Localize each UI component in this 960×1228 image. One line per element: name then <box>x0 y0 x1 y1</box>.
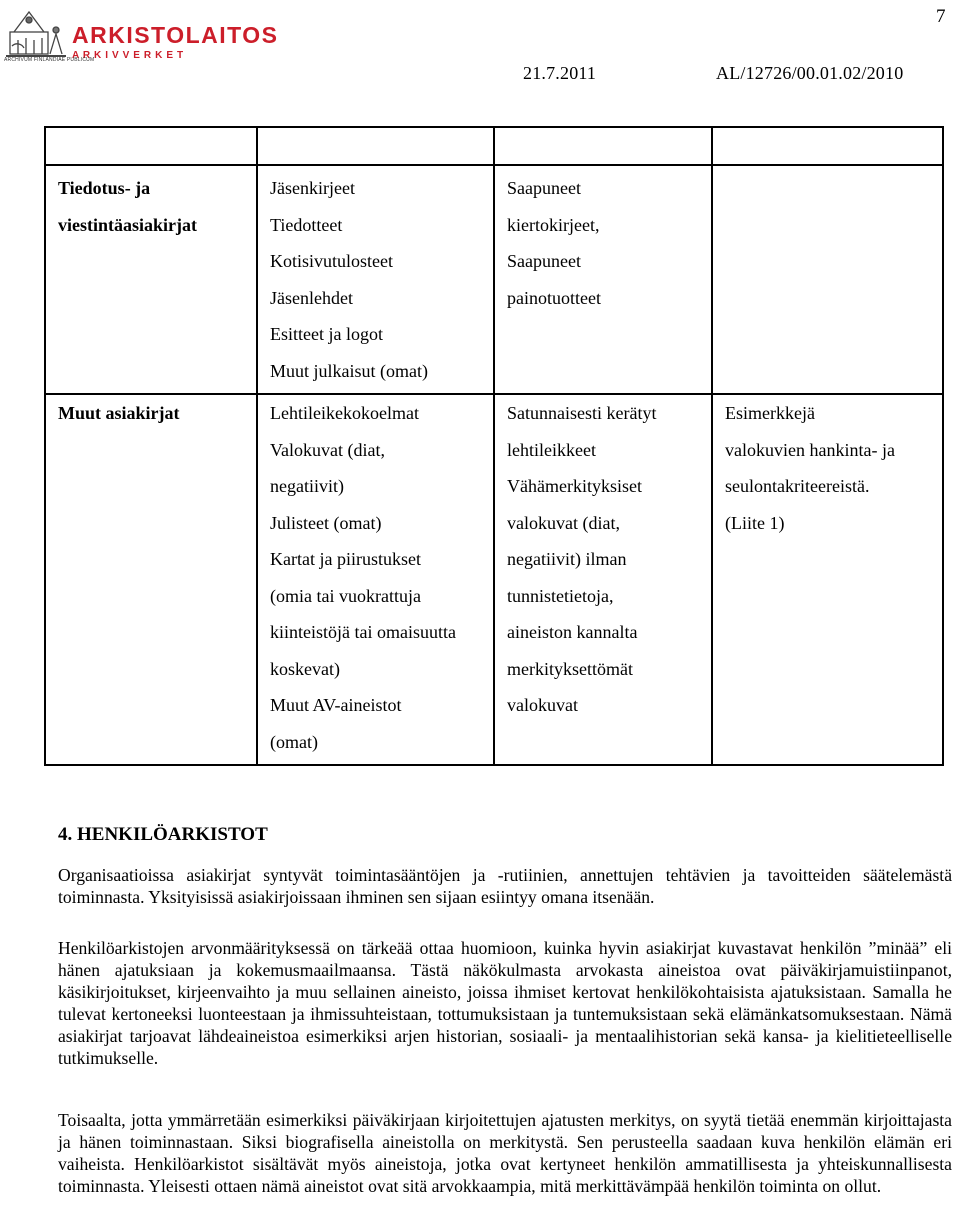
cell-line: Saapuneet <box>507 178 581 198</box>
cell-line: seulontakriteereistä. <box>725 476 870 496</box>
cell-line: koskevat) <box>270 658 340 679</box>
cell-line: valokuvat (diat, <box>507 512 620 533</box>
document-reference: AL/12726/00.01.02/2010 <box>716 63 904 83</box>
cell-line: Muut julkaisut (omat) <box>270 360 428 381</box>
logo-motto: ARCHIVUM FINLANDIAE PUBLICUM <box>4 57 95 63</box>
logo-subname: A R K I V V E R K E T <box>72 50 184 61</box>
cell-line: Saapuneet <box>507 251 581 271</box>
cell-line: Kartat ja piirustukset <box>270 549 421 569</box>
own-records-cell <box>257 165 494 394</box>
cell-line: Esitteet ja logot <box>270 324 383 344</box>
cell-line: valokuvat <box>507 695 578 715</box>
cell-line: negatiivit) <box>270 476 344 496</box>
cell-line: Tiedotus- ja <box>58 178 151 198</box>
notes-cell <box>712 394 943 765</box>
cell-line: Muut asiakirjat <box>58 403 180 423</box>
paragraph: Organisaatioissa asiakirjat syntyvät toimintasääntöjen ja -rutiinien, annettujen tehtävien ja tavoitteiden säätelemästä toiminnasta. Yksityisissä asiakirjoissaan ihminen sen sijaan esiintyy omana itsenään. <box>58 865 952 907</box>
table-row <box>45 394 943 765</box>
cell-line: Jäsenlehdet <box>270 287 353 308</box>
cell-line: kiinteistöjä tai omaisuutta <box>270 622 456 642</box>
cell-line: negatiivit) ilman <box>507 549 627 569</box>
category-cell <box>45 165 257 394</box>
cell-line: Jäsenkirjeet <box>270 178 355 198</box>
paragraph: Henkilöarkistojen arvonmäärityksessä on tärkeää ottaa huomioon, kuinka hyvin asiakirjat kuvastavat henkilön ”minää” eli hänen ajatuksiaan ja kokemusmaailmaansa. Tästä näkökulmasta arvokasta aineistoa ovat päiväkirjamuistiinpanot, käsikirjoitukset, kirjeenvaihto ja muu sellainen aineisto, joissa ihmiset kertovat henkilökohtaisista ajatuksistaan. Samalla he tulevat kertoneeksi luonteestaan ja ihmissuhteistaan, tottumuksistaan ja tuntemuksistaan sekä elämänkatsomuksestaan. Nämä asiakirjat tarjoavat lähdeaineistoa esimerkiksi arjen historian, sosiaali- ja mentaalihistorian sekä kansa- ja kielitieteelliselle tutkimukselle. <box>58 938 952 1068</box>
table-header-row <box>45 127 943 165</box>
cell-line: valokuvien hankinta- ja <box>725 439 895 460</box>
category-cell <box>45 394 257 765</box>
cell-line: Vähämerkityksiset <box>507 476 642 496</box>
cell-line: merkityksettömät <box>507 658 633 679</box>
cell-line: aineiston kannalta <box>507 622 638 642</box>
cell-line: Julisteet (omat) <box>270 512 382 533</box>
cell-line: (Liite 1) <box>725 512 785 533</box>
cell-line: (omia tai vuokrattuja <box>270 585 421 606</box>
cell-line: Tiedotteet <box>270 214 343 235</box>
arkistolaitos-logo <box>4 2 279 68</box>
own-records-cell <box>257 394 494 765</box>
table-row <box>45 165 943 394</box>
section-heading: 4. HENKILÖARKISTOT <box>58 824 268 845</box>
records-table <box>44 126 944 766</box>
cell-line: (omat) <box>270 731 318 752</box>
cell-line: Satunnaisesti kerätyt <box>507 403 657 423</box>
cell-line: lehtileikkeet <box>507 439 596 460</box>
cell-line: painotuotteet <box>507 287 601 308</box>
cell-line: Esimerkkejä <box>725 403 815 423</box>
logo-name: ARKISTOLAITOS <box>72 22 279 48</box>
paragraph: Toisaalta, jotta ymmärretään esimerkiksi päiväkirjaan kirjoitettujen ajatusten merkitys, on syytä tietää enemmän kirjoittajasta ja hänen toiminnastaan. Siksi biografisella aineistolla on merkitystä. Sen perusteella saadaan kuva henkilön elämän eri vaiheista. Henkilöarkistot sisältävät myös aineistoja, jotka ovat kertyneet henkilön ammatillisesta ja yhteiskunnallisesta toiminnasta. Yleisesti ottaen nämä aineistot ovat sitä arvokkaampia, mitä merkittävämpää henkilön toiminta on ollut. <box>58 1110 952 1196</box>
page-number: 7 <box>936 6 946 27</box>
cell-line: Muut AV-aineistot <box>270 695 402 715</box>
cell-line: Lehtileikekokoelmat <box>270 403 419 423</box>
cell-line: viestintäasiakirjat <box>58 214 197 235</box>
notes-cell <box>712 165 943 394</box>
document-date: 21.7.2011 <box>523 63 597 83</box>
cell-line: Valokuvat (diat, <box>270 439 385 460</box>
cell-line: Kotisivutulosteet <box>270 251 393 271</box>
received-records-cell <box>494 165 712 394</box>
cell-line: tunnistetietoja, <box>507 585 614 606</box>
received-records-cell <box>494 394 712 765</box>
cell-line: kiertokirjeet, <box>507 214 600 235</box>
